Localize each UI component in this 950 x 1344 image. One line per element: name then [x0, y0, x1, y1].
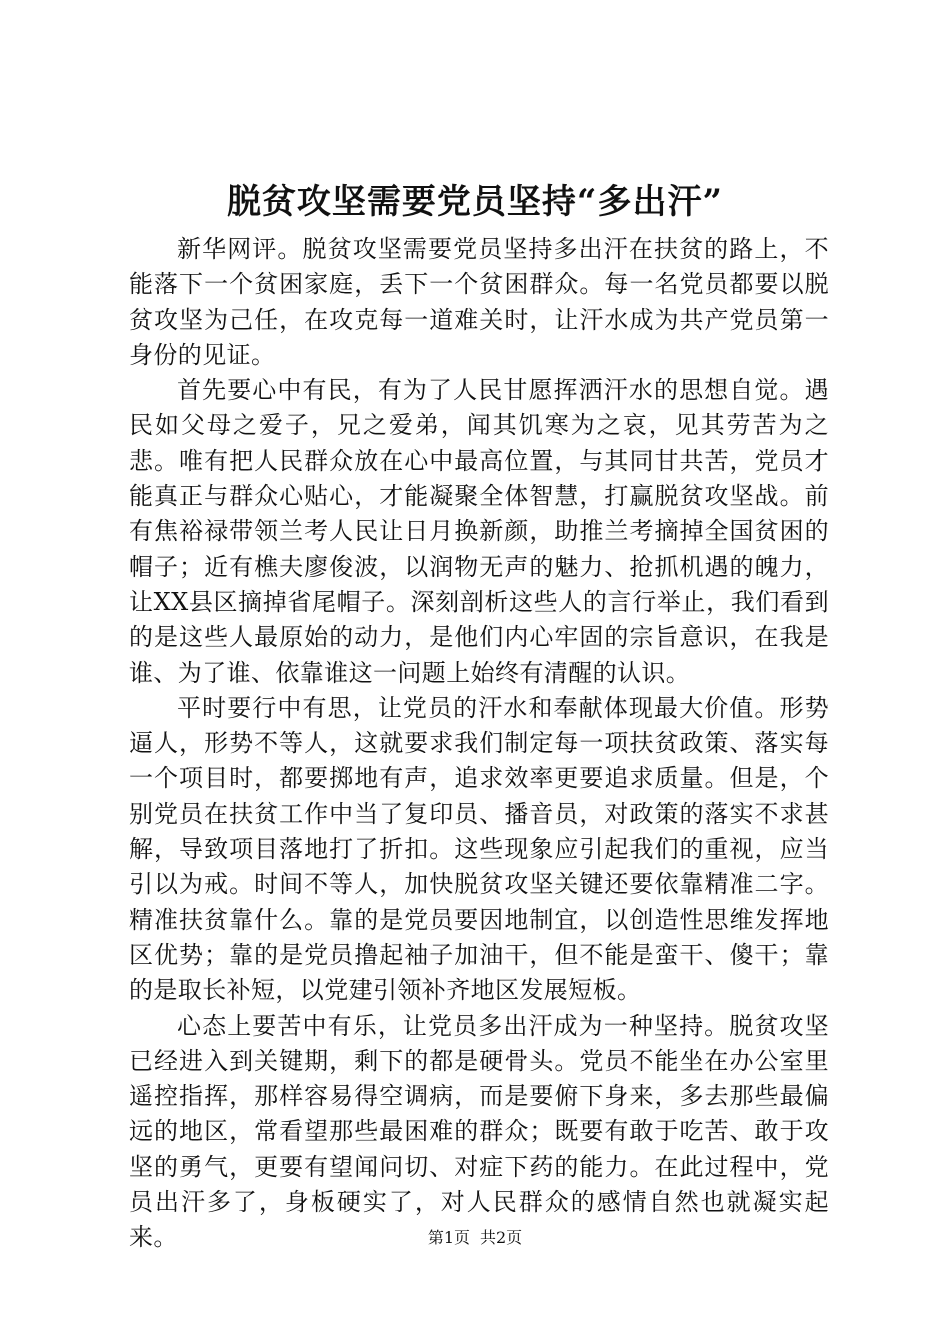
page-total: 共2页 — [480, 1228, 523, 1247]
paragraph: 首先要心中有民，有为了人民甘愿挥洒汗水的思想自觉。遇民如父母之爱子，兄之爱弟，闻其饥寒为之哀，见其劳苦为之悲。唯有把人民群众放在心中最高位置，与其同甘共苦，党员才能真正与群众心贴心，才能凝聚全体智慧，打赢脱贫攻坚战。前有焦裕禄带领兰考人民让日月换新颜，助推兰考摘掉全国贫困的帽子；近有樵夫廖俊波，以润物无声的魅力、抢抓机遇的魄力，让XX县区摘掉省尾帽子。深刻剖析这些人的言行举止，我们看到的是这些人最原始的动力，是他们内心牢固的宗旨意识，在我是谁、为了谁、依靠谁这一问题上始终有清醒的认识。 — [129, 376, 829, 687]
document-title: 脱贫攻坚需要党员坚持“多出汗” — [226, 182, 724, 222]
page-footer — [0, 1227, 950, 1249]
paragraph: 心态上要苦中有乐，让党员多出汗成为一种坚持。脱贫攻坚已经进入到关键期，剩下的都是硬骨头。党员不能坐在办公室里遥控指挥，那样容易得空调病，而是要俯下身来，多去那些最偏远的地区，常看望那些最困难的群众；既要有敢于吃苦、敢于攻坚的勇气，更要有望闻问切、对症下药的能力。在此过程中，党员出汗多了，身板硬实了，对人民群众的感情自然也就凝实起来。 — [129, 1011, 829, 1252]
paragraph: 新华网评。脱贫攻坚需要党员坚持多出汗在扶贫的路上，不能落下一个贫困家庭，丢下一个贫困群众。每一名党员都要以脱贫攻坚为己任，在攻克每一道难关时，让汗水成为共产党员第一身份的见证。 — [129, 235, 829, 369]
paragraph: 平时要行中有思，让党员的汗水和奉献体现最大价值。形势逼人，形势不等人，这就要求我们制定每一项扶贫政策、落实每一个项目时，都要掷地有声，追求效率更要追求质量。但是，个别党员在扶贫工作中当了复印员、播音员，对政策的落实不求甚解，导致项目落地打了折扣。这些现象应引起我们的重视，应当引以为戒。时间不等人，加快脱贫攻坚关键还要依靠精准二字。精准扶贫靠什么。靠的是党员要因地制宜，以创造性思维发挥地区优势；靠的是党员撸起袖子加油干，但不能是蛮干、傻干；靠的是取长补短，以党建引领补齐地区发展短板。 — [129, 693, 829, 1005]
document-body — [129, 232, 829, 1256]
page-number: 第1页 — [427, 1228, 470, 1247]
